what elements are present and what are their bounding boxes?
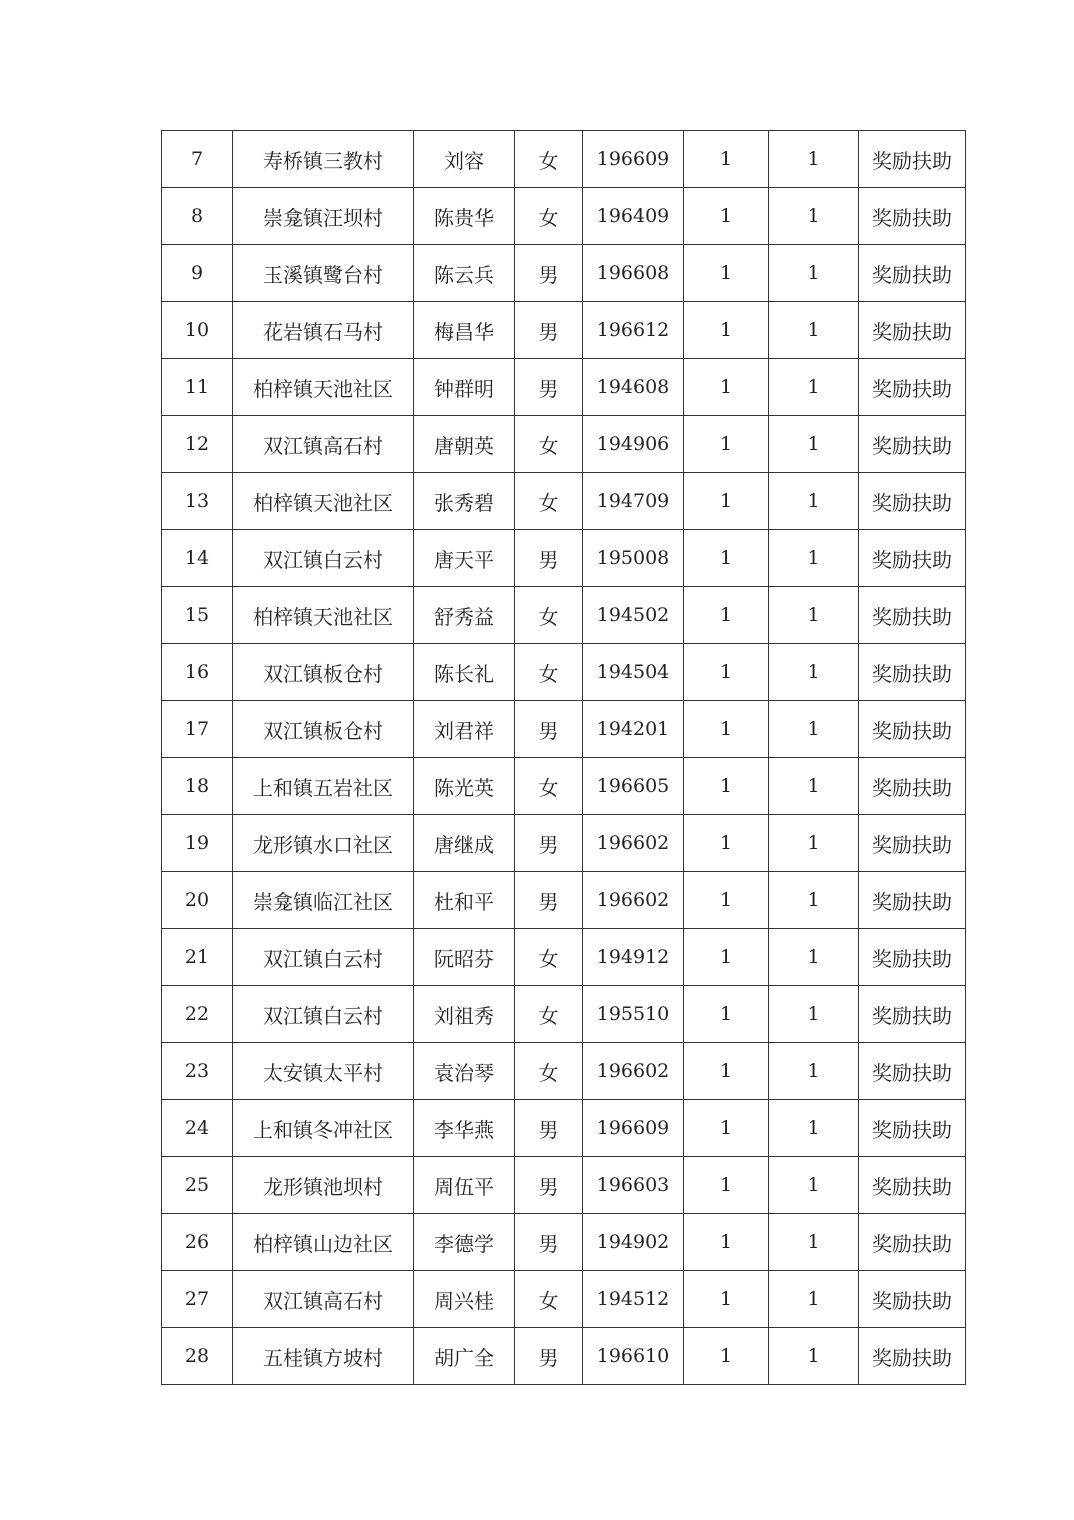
cell-gender: 男 <box>515 701 583 758</box>
cell-support-type: 奖励扶助 <box>859 1100 966 1157</box>
cell-address: 柏梓镇天池社区 <box>233 473 414 530</box>
cell-name: 陈长礼 <box>414 644 515 701</box>
cell-support-type: 奖励扶助 <box>859 1043 966 1100</box>
cell-index: 27 <box>162 1271 233 1328</box>
table-row <box>162 1100 966 1157</box>
cell-count-b: 1 <box>769 872 859 929</box>
table-row <box>162 815 966 872</box>
cell-name: 刘祖秀 <box>414 986 515 1043</box>
cell-count-b: 1 <box>769 473 859 530</box>
cell-address: 龙形镇池坝村 <box>233 1157 414 1214</box>
cell-count-a: 1 <box>684 1157 769 1214</box>
cell-count-a: 1 <box>684 1100 769 1157</box>
cell-address: 上和镇冬冲社区 <box>233 1100 414 1157</box>
cell-count-a: 1 <box>684 1214 769 1271</box>
cell-birth: 194201 <box>583 701 684 758</box>
cell-gender: 女 <box>515 1271 583 1328</box>
table-row <box>162 929 966 986</box>
cell-count-a: 1 <box>684 644 769 701</box>
cell-count-b: 1 <box>769 1043 859 1100</box>
cell-address: 玉溪镇鹭台村 <box>233 245 414 302</box>
cell-birth: 196609 <box>583 131 684 188</box>
cell-name: 陈云兵 <box>414 245 515 302</box>
cell-index: 10 <box>162 302 233 359</box>
cell-birth: 196609 <box>583 1100 684 1157</box>
cell-gender: 男 <box>515 530 583 587</box>
cell-address: 崇龛镇汪坝村 <box>233 188 414 245</box>
cell-address: 五桂镇方坡村 <box>233 1328 414 1385</box>
cell-gender: 女 <box>515 587 583 644</box>
cell-name: 刘容 <box>414 131 515 188</box>
cell-support-type: 奖励扶助 <box>859 929 966 986</box>
cell-address: 龙形镇水口社区 <box>233 815 414 872</box>
table-row <box>162 245 966 302</box>
cell-address: 花岩镇石马村 <box>233 302 414 359</box>
cell-support-type: 奖励扶助 <box>859 416 966 473</box>
cell-birth: 194902 <box>583 1214 684 1271</box>
cell-name: 唐朝英 <box>414 416 515 473</box>
cell-support-type: 奖励扶助 <box>859 302 966 359</box>
cell-address: 上和镇五岩社区 <box>233 758 414 815</box>
cell-count-a: 1 <box>684 815 769 872</box>
table-row <box>162 1214 966 1271</box>
cell-gender: 男 <box>515 815 583 872</box>
cell-birth: 196602 <box>583 815 684 872</box>
cell-address: 太安镇太平村 <box>233 1043 414 1100</box>
cell-count-b: 1 <box>769 1328 859 1385</box>
cell-birth: 194912 <box>583 929 684 986</box>
cell-index: 9 <box>162 245 233 302</box>
cell-name: 刘君祥 <box>414 701 515 758</box>
cell-count-b: 1 <box>769 929 859 986</box>
cell-gender: 女 <box>515 1043 583 1100</box>
cell-name: 唐天平 <box>414 530 515 587</box>
cell-index: 11 <box>162 359 233 416</box>
cell-name: 袁治琴 <box>414 1043 515 1100</box>
table-row <box>162 473 966 530</box>
cell-name: 杜和平 <box>414 872 515 929</box>
cell-birth: 194504 <box>583 644 684 701</box>
cell-count-a: 1 <box>684 416 769 473</box>
cell-count-a: 1 <box>684 1328 769 1385</box>
cell-index: 23 <box>162 1043 233 1100</box>
cell-address: 双江镇高石村 <box>233 416 414 473</box>
cell-support-type: 奖励扶助 <box>859 758 966 815</box>
cell-count-b: 1 <box>769 644 859 701</box>
cell-birth: 194906 <box>583 416 684 473</box>
cell-gender: 女 <box>515 758 583 815</box>
cell-index: 8 <box>162 188 233 245</box>
cell-support-type: 奖励扶助 <box>859 872 966 929</box>
cell-count-b: 1 <box>769 587 859 644</box>
cell-support-type: 奖励扶助 <box>859 815 966 872</box>
table-row <box>162 131 966 188</box>
cell-count-a: 1 <box>684 929 769 986</box>
cell-address: 柏梓镇天池社区 <box>233 359 414 416</box>
cell-gender: 男 <box>515 1214 583 1271</box>
cell-gender: 女 <box>515 986 583 1043</box>
cell-count-b: 1 <box>769 1271 859 1328</box>
table-row <box>162 1328 966 1385</box>
cell-count-b: 1 <box>769 701 859 758</box>
cell-support-type: 奖励扶助 <box>859 188 966 245</box>
cell-count-a: 1 <box>684 1043 769 1100</box>
cell-address: 柏梓镇天池社区 <box>233 587 414 644</box>
cell-gender: 女 <box>515 416 583 473</box>
cell-count-a: 1 <box>684 872 769 929</box>
cell-count-b: 1 <box>769 1214 859 1271</box>
cell-birth: 195510 <box>583 986 684 1043</box>
cell-name: 阮昭芬 <box>414 929 515 986</box>
cell-birth: 196603 <box>583 1157 684 1214</box>
cell-address: 双江镇白云村 <box>233 986 414 1043</box>
cell-index: 24 <box>162 1100 233 1157</box>
cell-count-b: 1 <box>769 245 859 302</box>
cell-gender: 女 <box>515 131 583 188</box>
cell-support-type: 奖励扶助 <box>859 644 966 701</box>
cell-count-b: 1 <box>769 1157 859 1214</box>
cell-support-type: 奖励扶助 <box>859 131 966 188</box>
cell-birth: 196409 <box>583 188 684 245</box>
cell-birth: 195008 <box>583 530 684 587</box>
cell-name: 胡广全 <box>414 1328 515 1385</box>
cell-count-b: 1 <box>769 530 859 587</box>
cell-birth: 196605 <box>583 758 684 815</box>
cell-support-type: 奖励扶助 <box>859 473 966 530</box>
cell-gender: 男 <box>515 872 583 929</box>
cell-birth: 196602 <box>583 872 684 929</box>
cell-birth: 194512 <box>583 1271 684 1328</box>
cell-count-a: 1 <box>684 986 769 1043</box>
cell-index: 26 <box>162 1214 233 1271</box>
table-row <box>162 359 966 416</box>
cell-count-b: 1 <box>769 188 859 245</box>
cell-count-a: 1 <box>684 1271 769 1328</box>
cell-gender: 男 <box>515 1100 583 1157</box>
cell-gender: 男 <box>515 1328 583 1385</box>
cell-birth: 194709 <box>583 473 684 530</box>
cell-gender: 男 <box>515 302 583 359</box>
cell-count-b: 1 <box>769 758 859 815</box>
cell-support-type: 奖励扶助 <box>859 1157 966 1214</box>
cell-name: 李华燕 <box>414 1100 515 1157</box>
cell-birth: 194608 <box>583 359 684 416</box>
table-row <box>162 872 966 929</box>
cell-index: 13 <box>162 473 233 530</box>
cell-name: 周伍平 <box>414 1157 515 1214</box>
cell-support-type: 奖励扶助 <box>859 587 966 644</box>
cell-index: 22 <box>162 986 233 1043</box>
cell-name: 唐继成 <box>414 815 515 872</box>
cell-birth: 196612 <box>583 302 684 359</box>
cell-gender: 男 <box>515 359 583 416</box>
cell-birth: 194502 <box>583 587 684 644</box>
cell-index: 14 <box>162 530 233 587</box>
cell-count-b: 1 <box>769 302 859 359</box>
cell-count-b: 1 <box>769 131 859 188</box>
table-row <box>162 530 966 587</box>
cell-gender: 男 <box>515 245 583 302</box>
cell-name: 陈光英 <box>414 758 515 815</box>
cell-support-type: 奖励扶助 <box>859 1271 966 1328</box>
cell-index: 15 <box>162 587 233 644</box>
cell-count-a: 1 <box>684 131 769 188</box>
cell-index: 21 <box>162 929 233 986</box>
cell-count-b: 1 <box>769 986 859 1043</box>
cell-gender: 男 <box>515 1157 583 1214</box>
table-row <box>162 1043 966 1100</box>
cell-count-a: 1 <box>684 302 769 359</box>
cell-name: 舒秀益 <box>414 587 515 644</box>
cell-support-type: 奖励扶助 <box>859 530 966 587</box>
cell-name: 张秀碧 <box>414 473 515 530</box>
cell-address: 双江镇高石村 <box>233 1271 414 1328</box>
cell-count-a: 1 <box>684 530 769 587</box>
table-row <box>162 416 966 473</box>
cell-address: 双江镇板仓村 <box>233 701 414 758</box>
cell-count-a: 1 <box>684 359 769 416</box>
cell-support-type: 奖励扶助 <box>859 1214 966 1271</box>
table-row <box>162 701 966 758</box>
cell-index: 17 <box>162 701 233 758</box>
cell-address: 柏梓镇山边社区 <box>233 1214 414 1271</box>
cell-count-b: 1 <box>769 359 859 416</box>
cell-support-type: 奖励扶助 <box>859 359 966 416</box>
cell-name: 李德学 <box>414 1214 515 1271</box>
cell-birth: 196608 <box>583 245 684 302</box>
cell-count-a: 1 <box>684 701 769 758</box>
roster-body <box>162 131 966 1385</box>
cell-count-a: 1 <box>684 587 769 644</box>
cell-index: 7 <box>162 131 233 188</box>
cell-index: 12 <box>162 416 233 473</box>
cell-name: 周兴桂 <box>414 1271 515 1328</box>
table-row <box>162 986 966 1043</box>
cell-address: 双江镇白云村 <box>233 929 414 986</box>
table-row <box>162 758 966 815</box>
table-row <box>162 188 966 245</box>
cell-index: 19 <box>162 815 233 872</box>
cell-count-a: 1 <box>684 758 769 815</box>
cell-index: 25 <box>162 1157 233 1214</box>
cell-gender: 女 <box>515 929 583 986</box>
table-row <box>162 644 966 701</box>
cell-support-type: 奖励扶助 <box>859 1328 966 1385</box>
roster-table <box>161 130 966 1385</box>
cell-support-type: 奖励扶助 <box>859 986 966 1043</box>
cell-name: 梅昌华 <box>414 302 515 359</box>
cell-index: 18 <box>162 758 233 815</box>
cell-gender: 女 <box>515 188 583 245</box>
cell-gender: 女 <box>515 473 583 530</box>
cell-index: 28 <box>162 1328 233 1385</box>
table-row <box>162 1157 966 1214</box>
cell-address: 崇龛镇临江社区 <box>233 872 414 929</box>
cell-gender: 女 <box>515 644 583 701</box>
cell-count-a: 1 <box>684 188 769 245</box>
cell-count-b: 1 <box>769 416 859 473</box>
cell-name: 陈贵华 <box>414 188 515 245</box>
table-row <box>162 302 966 359</box>
cell-support-type: 奖励扶助 <box>859 245 966 302</box>
cell-count-b: 1 <box>769 815 859 872</box>
cell-index: 16 <box>162 644 233 701</box>
cell-count-b: 1 <box>769 1100 859 1157</box>
cell-count-a: 1 <box>684 473 769 530</box>
table-row <box>162 1271 966 1328</box>
cell-name: 钟群明 <box>414 359 515 416</box>
cell-address: 双江镇白云村 <box>233 530 414 587</box>
cell-index: 20 <box>162 872 233 929</box>
cell-count-a: 1 <box>684 245 769 302</box>
cell-address: 寿桥镇三教村 <box>233 131 414 188</box>
cell-address: 双江镇板仓村 <box>233 644 414 701</box>
table-row <box>162 587 966 644</box>
cell-birth: 196602 <box>583 1043 684 1100</box>
cell-birth: 196610 <box>583 1328 684 1385</box>
cell-support-type: 奖励扶助 <box>859 701 966 758</box>
